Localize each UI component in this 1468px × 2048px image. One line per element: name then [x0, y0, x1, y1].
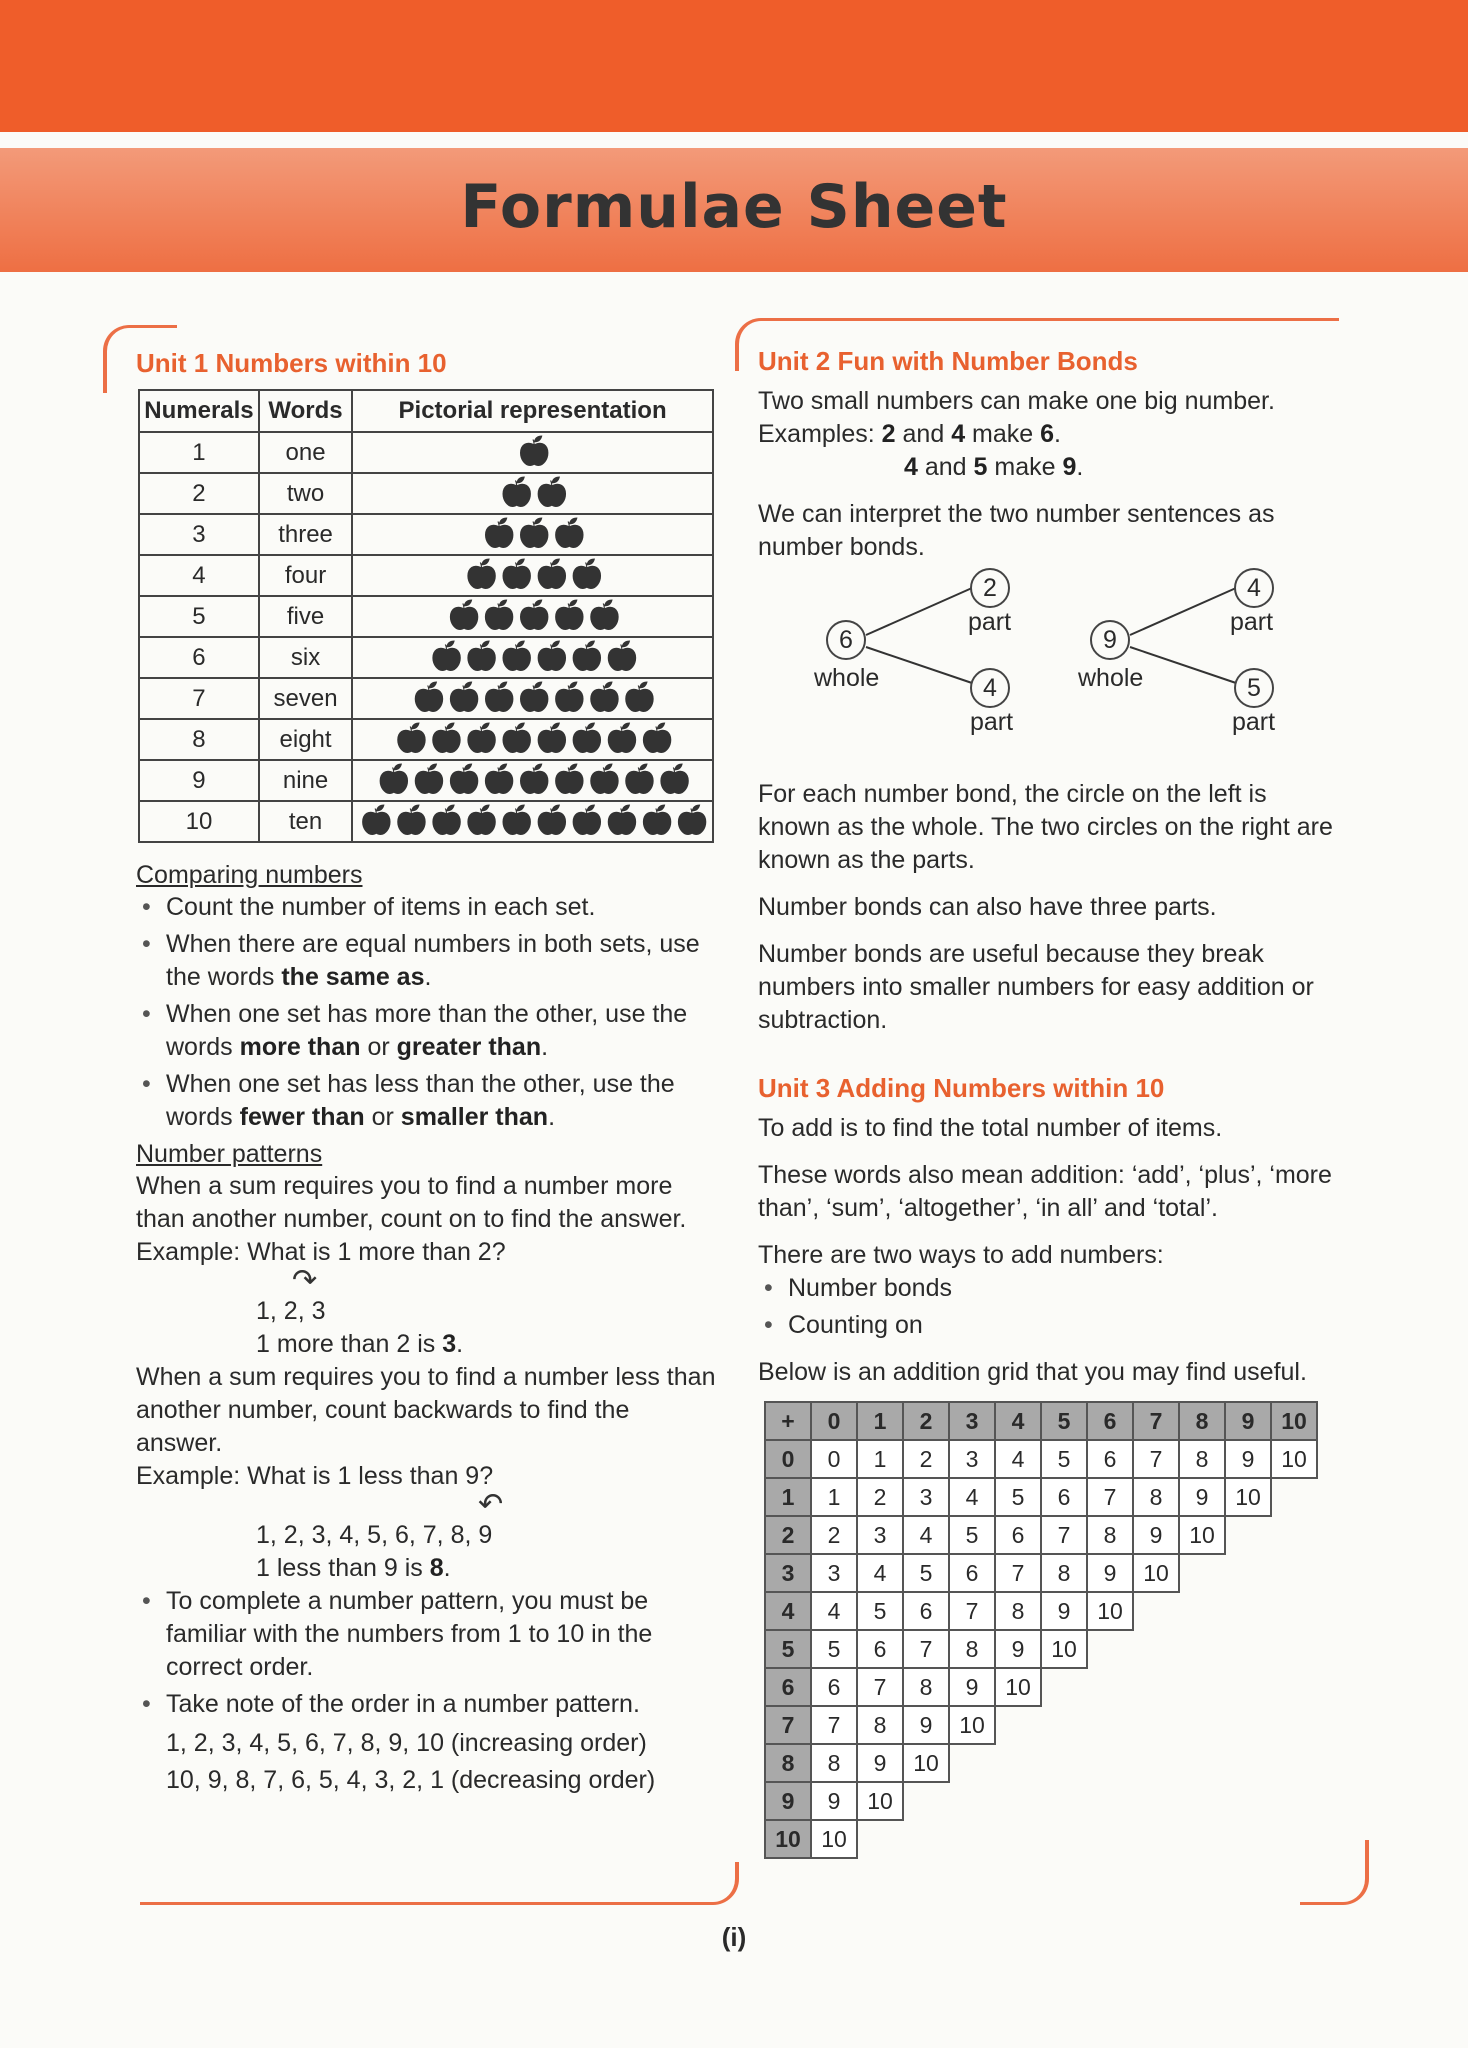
patterns-list: [136, 1585, 716, 1797]
unit2-para-5: Number bonds are useful because they break numbers into smaller numbers for easy addition or subtraction.: [758, 940, 1314, 1034]
grid-col-header: 3: [949, 1402, 995, 1440]
table-row: [139, 801, 713, 842]
apple-icons: 🍎︎🍎︎🍎︎🍎︎🍎︎🍎︎: [427, 640, 638, 673]
apple-icons: 🍎︎🍎︎: [497, 476, 568, 509]
grid-row: [765, 1478, 1317, 1516]
grid-sum-cell: 10: [1179, 1516, 1225, 1554]
list-item: • Number bonds: [758, 1272, 1336, 1305]
grid-row: [765, 1668, 1317, 1706]
pictorial-cell: [352, 432, 713, 473]
grid-sum-cell: 10: [1133, 1554, 1179, 1592]
grid-sum-cell: 7: [857, 1668, 903, 1706]
page-title: Formulae Sheet: [460, 172, 1008, 242]
grid-empty-cell: [1271, 1668, 1317, 1706]
grid-empty-cell: [1225, 1630, 1271, 1668]
count-back-arrow-icon: ↶: [478, 1488, 504, 1521]
list-item: • Counting on: [758, 1309, 1336, 1342]
numeral-cell: 1: [139, 432, 259, 473]
grid-sum-cell: 8: [949, 1630, 995, 1668]
grid-sum-cell: 8: [1041, 1554, 1087, 1592]
grid-sum-cell: 9: [1087, 1554, 1133, 1592]
grid-empty-cell: [1087, 1782, 1133, 1820]
grid-row: [765, 1554, 1317, 1592]
grid-empty-cell: [1179, 1554, 1225, 1592]
patterns-heading: Number patterns: [136, 1140, 323, 1168]
numeral-cell: 3: [139, 514, 259, 555]
grid-sum-cell: 6: [1087, 1440, 1133, 1478]
header-numerals: Numerals: [139, 390, 259, 432]
grid-sum-cell: 5: [995, 1478, 1041, 1516]
grid-row-header: 0: [765, 1440, 811, 1478]
numeral-cell: 5: [139, 596, 259, 637]
grid-sum-cell: 3: [811, 1554, 857, 1592]
grid-empty-cell: [903, 1820, 949, 1858]
grid-sum-cell: 5: [857, 1592, 903, 1630]
grid-row-header: 6: [765, 1668, 811, 1706]
grid-empty-cell: [1271, 1706, 1317, 1744]
grid-sum-cell: 8: [857, 1706, 903, 1744]
unit3-para-1: To add is to find the total number of items.: [758, 1114, 1223, 1142]
grid-empty-cell: [1179, 1592, 1225, 1630]
list-item: • Count the number of items in each set.: [136, 891, 716, 924]
grid-sum-cell: 8: [1087, 1516, 1133, 1554]
table-row: [139, 637, 713, 678]
table-row: [139, 432, 713, 473]
grid-sum-cell: 10: [1041, 1630, 1087, 1668]
grid-sum-cell: 9: [1133, 1516, 1179, 1554]
grid-row-header: 5: [765, 1630, 811, 1668]
table-row: [139, 596, 713, 637]
grid-sum-cell: 9: [1179, 1478, 1225, 1516]
grid-empty-cell: [1179, 1668, 1225, 1706]
grid-sum-cell: 2: [811, 1516, 857, 1554]
grid-sum-cell: 4: [903, 1516, 949, 1554]
page-number: (i): [721, 1922, 747, 1952]
apple-icons: 🍎︎🍎︎🍎︎: [479, 517, 586, 550]
numbers-table: [138, 389, 714, 843]
table-row: [139, 514, 713, 555]
grid-sum-cell: 6: [995, 1516, 1041, 1554]
patterns-para-1: When a sum requires you to find a number more than another number, count on to find the answer.: [136, 1172, 687, 1233]
grid-sum-cell: 6: [811, 1668, 857, 1706]
bond1-part2-label: part: [970, 708, 1014, 736]
grid-empty-cell: [1225, 1592, 1271, 1630]
grid-empty-cell: [857, 1820, 903, 1858]
table-row: [139, 678, 713, 719]
unit3-list: [758, 1272, 1336, 1342]
example-2-answer: 1 less than 9 is 8.: [256, 1554, 451, 1582]
grid-sum-cell: 5: [1041, 1440, 1087, 1478]
example-1-sequence: 1, 2, 3: [256, 1297, 326, 1325]
grid-col-header: 0: [811, 1402, 857, 1440]
bond1-part1-circle: 2: [970, 568, 1010, 608]
apple-icons: 🍎︎: [515, 435, 551, 468]
grid-sum-cell: 5: [903, 1554, 949, 1592]
grid-empty-cell: [1271, 1592, 1317, 1630]
example-2-sequence: 1, 2, 3, 4, 5, 6, 7, 8, 9: [256, 1521, 493, 1549]
list-item: • When one set has less than the other, use the words fewer than or smaller than.: [136, 1068, 716, 1134]
grid-empty-cell: [1179, 1820, 1225, 1858]
grid-empty-cell: [1133, 1706, 1179, 1744]
grid-empty-cell: [1271, 1744, 1317, 1782]
grid-col-header: 1: [857, 1402, 903, 1440]
bond1-whole-label: whole: [814, 664, 880, 692]
pictorial-cell: [352, 760, 713, 801]
grid-empty-cell: [1271, 1782, 1317, 1820]
grid-col-header: 10: [1271, 1402, 1317, 1440]
grid-col-header: 5: [1041, 1402, 1087, 1440]
grid-sum-cell: 7: [1133, 1440, 1179, 1478]
grid-sum-cell: 3: [857, 1516, 903, 1554]
grid-sum-cell: 5: [811, 1630, 857, 1668]
unit2-para-1: Two small numbers can make one big number.: [758, 387, 1275, 415]
grid-sum-cell: 9: [857, 1744, 903, 1782]
header-pictorial: Pictorial representation: [352, 390, 713, 432]
apple-icons: 🍎︎🍎︎🍎︎🍎︎🍎︎🍎︎🍎︎🍎︎: [392, 722, 673, 755]
patterns-para-2: When a sum requires you to find a number less than another number, count backwards to find the answer.: [136, 1363, 716, 1457]
top-banner: [0, 0, 1468, 132]
grid-sum-cell: 5: [949, 1516, 995, 1554]
grid-empty-cell: [1133, 1630, 1179, 1668]
apple-icons: 🍎︎🍎︎🍎︎🍎︎🍎︎🍎︎🍎︎🍎︎🍎︎🍎︎: [357, 804, 708, 837]
grid-row-header: 4: [765, 1592, 811, 1630]
grid-empty-cell: [995, 1744, 1041, 1782]
grid-sum-cell: 8: [811, 1744, 857, 1782]
grid-empty-cell: [949, 1820, 995, 1858]
apple-icons: 🍎︎🍎︎🍎︎🍎︎: [462, 558, 603, 591]
grid-col-header: 7: [1133, 1402, 1179, 1440]
grid-empty-cell: [1179, 1706, 1225, 1744]
pictorial-cell: [352, 801, 713, 842]
unit1-heading: Unit 1 Numbers within 10: [136, 348, 447, 378]
word-cell: nine: [259, 760, 352, 801]
word-cell: one: [259, 432, 352, 473]
grid-sum-cell: 0: [811, 1440, 857, 1478]
grid-empty-cell: [1225, 1744, 1271, 1782]
grid-sum-cell: 4: [811, 1592, 857, 1630]
grid-empty-cell: [995, 1782, 1041, 1820]
grid-sum-cell: 10: [949, 1706, 995, 1744]
grid-sum-cell: 8: [995, 1592, 1041, 1630]
grid-sum-cell: 10: [1225, 1478, 1271, 1516]
example-1-question: Example: What is 1 more than 2?: [136, 1238, 506, 1266]
grid-sum-cell: 4: [949, 1478, 995, 1516]
pictorial-cell: [352, 514, 713, 555]
grid-row-header: 3: [765, 1554, 811, 1592]
grid-sum-cell: 6: [949, 1554, 995, 1592]
bond1-whole-circle: 6: [826, 620, 866, 660]
grid-empty-cell: [1225, 1820, 1271, 1858]
grid-empty-cell: [1133, 1820, 1179, 1858]
grid-sum-cell: 7: [949, 1592, 995, 1630]
grid-empty-cell: [1133, 1744, 1179, 1782]
grid-corner: +: [765, 1402, 811, 1440]
unit3-para-4: Below is an addition grid that you may find useful.: [758, 1358, 1307, 1386]
pictorial-cell: [352, 637, 713, 678]
grid-row: [765, 1782, 1317, 1820]
bond2-whole-circle: 9: [1090, 620, 1130, 660]
grid-sum-cell: 7: [811, 1706, 857, 1744]
word-cell: seven: [259, 678, 352, 719]
grid-col-header: 9: [1225, 1402, 1271, 1440]
comparing-heading: Comparing numbers: [136, 861, 363, 889]
grid-sum-cell: 7: [995, 1554, 1041, 1592]
grid-sum-cell: 10: [811, 1820, 857, 1858]
unit3-para-3: There are two ways to add numbers:: [758, 1241, 1164, 1269]
grid-sum-cell: 9: [811, 1782, 857, 1820]
grid-empty-cell: [1133, 1592, 1179, 1630]
unit2-example-2: 4 and 5 make 9.: [904, 453, 1084, 481]
bond2-part2-label: part: [1232, 708, 1276, 736]
grid-sum-cell: 10: [995, 1668, 1041, 1706]
unit2-example-1: Examples: 2 and 4 make 6.: [758, 420, 1061, 448]
pictorial-cell: [352, 719, 713, 760]
grid-row-header: 1: [765, 1478, 811, 1516]
list-item: • When there are equal numbers in both sets, use the words the same as.: [136, 928, 716, 994]
bond1-part1-label: part: [968, 608, 1012, 636]
grid-empty-cell: [1179, 1630, 1225, 1668]
pictorial-cell: [352, 555, 713, 596]
grid-empty-cell: [1087, 1820, 1133, 1858]
list-item: • Take note of the order in a number pattern. 1, 2, 3, 4, 5, 6, 7, 8, 9, 10 (increasing order) 10, 9, 8, 7, 6, 5, 4, 3, 2, 1 (decreasing order): [136, 1688, 716, 1797]
grid-empty-cell: [949, 1744, 995, 1782]
right-column: [758, 346, 1336, 1859]
bond1-part2-circle: 4: [970, 668, 1010, 708]
grid-sum-cell: 4: [995, 1440, 1041, 1478]
grid-sum-cell: 2: [857, 1478, 903, 1516]
numeral-cell: 9: [139, 760, 259, 801]
word-cell: two: [259, 473, 352, 514]
word-cell: six: [259, 637, 352, 678]
grid-sum-cell: 3: [949, 1440, 995, 1478]
grid-empty-cell: [1087, 1630, 1133, 1668]
grid-empty-cell: [1133, 1668, 1179, 1706]
grid-sum-cell: 7: [1041, 1516, 1087, 1554]
grid-sum-cell: 6: [1041, 1478, 1087, 1516]
unit3-para-2: These words also mean addition: ‘add’, ‘plus’, ‘more than’, ‘sum’, ‘altogether’, ‘in all’ and ‘total’.: [758, 1161, 1332, 1222]
unit2-heading: Unit 2 Fun with Number Bonds: [758, 346, 1138, 376]
apple-icons: 🍎︎🍎︎🍎︎🍎︎🍎︎🍎︎🍎︎: [409, 681, 656, 714]
left-frame-corner-bottom: [140, 1862, 739, 1905]
grid-sum-cell: 2: [903, 1440, 949, 1478]
grid-empty-cell: [1225, 1516, 1271, 1554]
grid-empty-cell: [1133, 1782, 1179, 1820]
grid-col-header: 4: [995, 1402, 1041, 1440]
comparing-list: [136, 891, 716, 1134]
table-row: [139, 760, 713, 801]
bond2-part1-label: part: [1230, 608, 1274, 636]
numeral-cell: 8: [139, 719, 259, 760]
numeral-cell: 7: [139, 678, 259, 719]
decreasing-order: 10, 9, 8, 7, 6, 5, 4, 3, 2, 1 (decreasing order): [166, 1766, 656, 1794]
grid-sum-cell: 9: [1225, 1440, 1271, 1478]
grid-sum-cell: 1: [811, 1478, 857, 1516]
grid-empty-cell: [1271, 1820, 1317, 1858]
grid-col-header: 2: [903, 1402, 949, 1440]
grid-empty-cell: [1271, 1478, 1317, 1516]
grid-sum-cell: 7: [903, 1630, 949, 1668]
grid-row-header: 10: [765, 1820, 811, 1858]
grid-col-header: 6: [1087, 1402, 1133, 1440]
numeral-cell: 4: [139, 555, 259, 596]
grid-col-header: 8: [1179, 1402, 1225, 1440]
grid-empty-cell: [1225, 1782, 1271, 1820]
grid-sum-cell: 9: [903, 1706, 949, 1744]
pictorial-cell: [352, 678, 713, 719]
grid-row: [765, 1706, 1317, 1744]
grid-empty-cell: [1271, 1554, 1317, 1592]
table-row: [139, 719, 713, 760]
example-1-answer: 1 more than 2 is 3.: [256, 1330, 464, 1358]
grid-sum-cell: 10: [903, 1744, 949, 1782]
grid-sum-cell: 9: [995, 1630, 1041, 1668]
count-on-arrow-icon: ↷: [292, 1264, 318, 1297]
bond2-part2-circle: 5: [1234, 668, 1274, 708]
grid-empty-cell: [1087, 1668, 1133, 1706]
numeral-cell: 2: [139, 473, 259, 514]
word-cell: four: [259, 555, 352, 596]
unit2-para-2: We can interpret the two number sentences as number bonds.: [758, 500, 1275, 561]
grid-empty-cell: [995, 1820, 1041, 1858]
numeral-cell: 10: [139, 801, 259, 842]
grid-empty-cell: [1271, 1516, 1317, 1554]
pictorial-cell: [352, 596, 713, 637]
word-cell: five: [259, 596, 352, 637]
grid-empty-cell: [949, 1782, 995, 1820]
grid-header-row: [765, 1402, 1317, 1440]
number-bonds-diagram: [758, 568, 1336, 768]
word-cell: ten: [259, 801, 352, 842]
grid-sum-cell: 7: [1087, 1478, 1133, 1516]
grid-row-header: 8: [765, 1744, 811, 1782]
apple-icons: 🍎︎🍎︎🍎︎🍎︎🍎︎: [444, 599, 621, 632]
grid-sum-cell: 1: [857, 1440, 903, 1478]
increasing-order: 1, 2, 3, 4, 5, 6, 7, 8, 9, 10 (increasing order): [166, 1729, 647, 1757]
bond2-whole-label: whole: [1078, 664, 1144, 692]
list-item: • When one set has more than the other, use the words more than or greater than.: [136, 998, 716, 1064]
grid-row-header: 9: [765, 1782, 811, 1820]
grid-empty-cell: [995, 1706, 1041, 1744]
table-row: [139, 473, 713, 514]
numeral-cell: 6: [139, 637, 259, 678]
grid-sum-cell: 8: [1179, 1440, 1225, 1478]
grid-empty-cell: [1225, 1706, 1271, 1744]
grid-empty-cell: [1225, 1668, 1271, 1706]
grid-sum-cell: 8: [903, 1668, 949, 1706]
grid-empty-cell: [1087, 1744, 1133, 1782]
grid-empty-cell: [1179, 1744, 1225, 1782]
grid-row: [765, 1516, 1317, 1554]
grid-empty-cell: [1041, 1820, 1087, 1858]
grid-row: [765, 1592, 1317, 1630]
grid-empty-cell: [1271, 1630, 1317, 1668]
example-1-sequence-block: [136, 1264, 716, 1361]
grid-empty-cell: [1041, 1668, 1087, 1706]
grid-empty-cell: [1225, 1554, 1271, 1592]
left-column: [136, 348, 716, 1801]
numbers-table-body: [139, 432, 713, 842]
grid-sum-cell: 9: [949, 1668, 995, 1706]
grid-sum-cell: 3: [903, 1478, 949, 1516]
grid-empty-cell: [1087, 1706, 1133, 1744]
grid-sum-cell: 4: [857, 1554, 903, 1592]
grid-empty-cell: [1041, 1706, 1087, 1744]
grid-sum-cell: 10: [1087, 1592, 1133, 1630]
grid-sum-cell: 8: [1133, 1478, 1179, 1516]
example-2-sequence-block: [136, 1488, 716, 1585]
addition-grid: [764, 1401, 1318, 1859]
grid-sum-cell: 10: [1271, 1440, 1317, 1478]
grid-row: [765, 1440, 1317, 1478]
grid-sum-cell: 6: [857, 1630, 903, 1668]
table-row: [139, 555, 713, 596]
word-cell: eight: [259, 719, 352, 760]
grid-sum-cell: 6: [903, 1592, 949, 1630]
grid-row: [765, 1820, 1317, 1858]
grid-row-header: 2: [765, 1516, 811, 1554]
list-item: • To complete a number pattern, you must be familiar with the numbers from 1 to 10 in the correct order.: [136, 1585, 716, 1684]
header-words: Words: [259, 390, 352, 432]
grid-row: [765, 1630, 1317, 1668]
grid-sum-cell: 10: [857, 1782, 903, 1820]
unit2-para-4: Number bonds can also have three parts.: [758, 893, 1217, 921]
apple-icons: 🍎︎🍎︎🍎︎🍎︎🍎︎🍎︎🍎︎🍎︎🍎︎: [374, 763, 691, 796]
unit3-heading: Unit 3 Adding Numbers within 10: [758, 1073, 1165, 1103]
numbers-table-header: [139, 390, 713, 432]
example-2-question: Example: What is 1 less than 9?: [136, 1462, 494, 1490]
grid-empty-cell: [903, 1782, 949, 1820]
grid-empty-cell: [1041, 1782, 1087, 1820]
grid-empty-cell: [1041, 1744, 1087, 1782]
grid-empty-cell: [1179, 1782, 1225, 1820]
unit2-para-3: For each number bond, the circle on the left is known as the whole. The two circles on the right are known as the parts.: [758, 780, 1333, 874]
bond2-part1-circle: 4: [1234, 568, 1274, 608]
pictorial-cell: [352, 473, 713, 514]
grid-row-header: 7: [765, 1706, 811, 1744]
grid-row: [765, 1744, 1317, 1782]
word-cell: three: [259, 514, 352, 555]
grid-sum-cell: 9: [1041, 1592, 1087, 1630]
